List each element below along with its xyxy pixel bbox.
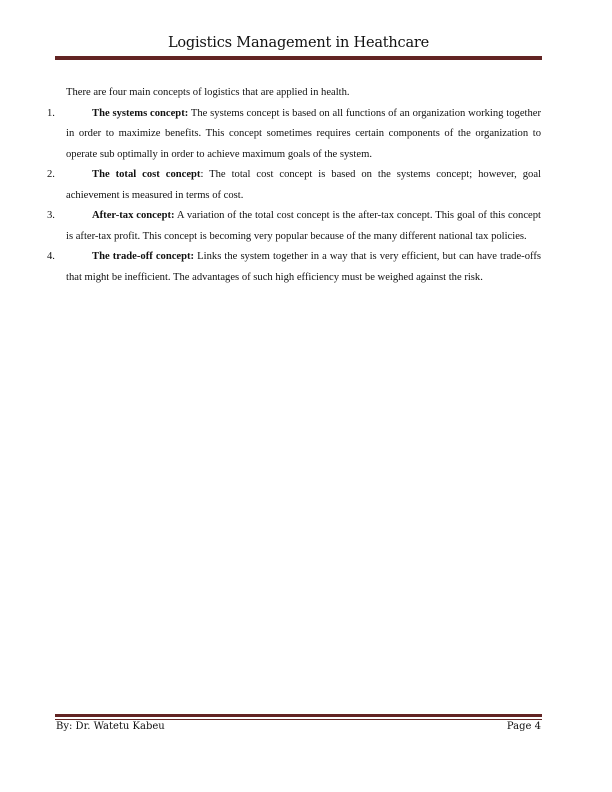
list-item-total-cost-concept bbox=[45, 165, 541, 206]
list-number: 2. bbox=[47, 169, 55, 180]
footer-divider-thin bbox=[55, 719, 542, 720]
page-header-title: Logistics Management in Heathcare bbox=[167, 35, 430, 51]
list-item-systems-concept bbox=[45, 104, 541, 166]
list-item-trade-off-concept bbox=[45, 247, 541, 288]
list-text: A variation of the total cost concept is the after-tax concept. This goal of this concept is after-tax profit. This concept is becoming very popular because of the many different national tax policies. bbox=[66, 210, 541, 242]
list-term: After-tax concept: bbox=[92, 210, 175, 221]
list-number: 4. bbox=[47, 251, 55, 262]
footer-author: By: Dr. Watetu Kabeu bbox=[56, 721, 165, 732]
list-text: Links the system together in a way that is very efficient, but can have trade-offs that might be inefficient. The advantages of such high efficiency must be weighed against the risk. bbox=[66, 251, 541, 283]
list-item-after-tax-concept bbox=[45, 206, 541, 247]
document-body bbox=[45, 83, 541, 288]
list-term: The trade-off concept: bbox=[92, 251, 195, 262]
list-text: The systems concept is based on all functions of an organization working together in order to maximize benefits. This concept sometimes requires certain components of the organization to operate sub optimally in order to achieve maximum goals of the system. bbox=[66, 107, 541, 160]
intro-paragraph: There are four main concepts of logistics that are applied in health. bbox=[66, 87, 350, 98]
header-divider bbox=[55, 56, 542, 60]
list-number: 3. bbox=[47, 210, 55, 221]
list-text: : The total cost concept is based on the systems concept; however, goal achievement is measured in terms of cost. bbox=[66, 169, 541, 201]
list-term: The total cost concept bbox=[92, 169, 201, 180]
list-number: 1. bbox=[47, 107, 55, 119]
list-term: The systems concept: bbox=[92, 107, 189, 119]
footer-page-number: Page 4 bbox=[506, 721, 541, 732]
footer-divider-thick bbox=[55, 714, 542, 717]
